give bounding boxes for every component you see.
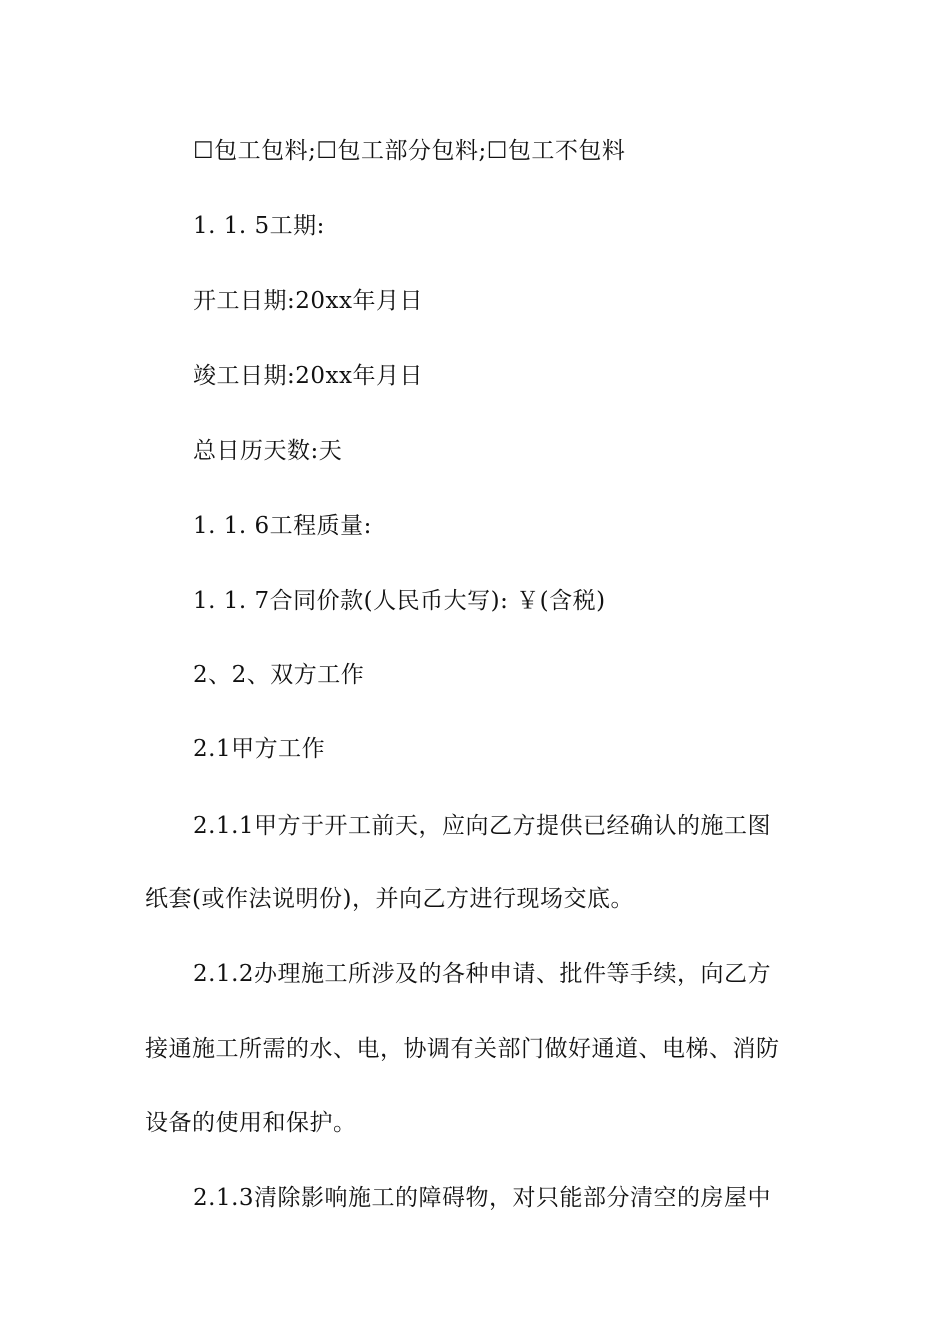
contract-type-options: ☐包工包料;☐包工部分包料;☐包工不包料 <box>193 138 626 164</box>
section-2-heading: 2、2、双方工作 <box>193 662 365 688</box>
start-date-line: 开工日期:20xx年月日 <box>193 288 423 314</box>
clause-2-1-3-line-1: 2.1.3清除影响施工的障碍物，对只能部分清空的房屋中 <box>193 1185 772 1211</box>
clause-2-1-1-line-2: 纸套(或作法说明份)，并向乙方进行现场交底。 <box>145 886 634 912</box>
clause-1-1-7-price-line: 1. 1. 7合同价款(人民币大写): ￥(含税) <box>193 588 606 614</box>
clause-2-1-1-line-1: 2.1.1甲方于开工前天，应向乙方提供已经确认的施工图 <box>193 813 772 839</box>
total-days-line: 总日历天数:天 <box>193 438 343 464</box>
clause-1-1-5-heading: 1. 1. 5工期: <box>193 213 325 239</box>
clause-2-1-2-line-1: 2.1.2办理施工所涉及的各种申请、批件等手续，向乙方 <box>193 961 772 987</box>
clause-1-1-6-heading: 1. 1. 6工程质量: <box>193 513 372 539</box>
completion-date-line: 竣工日期:20xx年月日 <box>193 363 423 389</box>
clause-2-1-2-line-2: 接通施工所需的水、电，协调有关部门做好通道、电梯、消防 <box>145 1036 780 1062</box>
clause-2-1-2-line-3: 设备的使用和保护。 <box>145 1110 357 1136</box>
section-2-1-heading: 2.1甲方工作 <box>193 736 326 762</box>
